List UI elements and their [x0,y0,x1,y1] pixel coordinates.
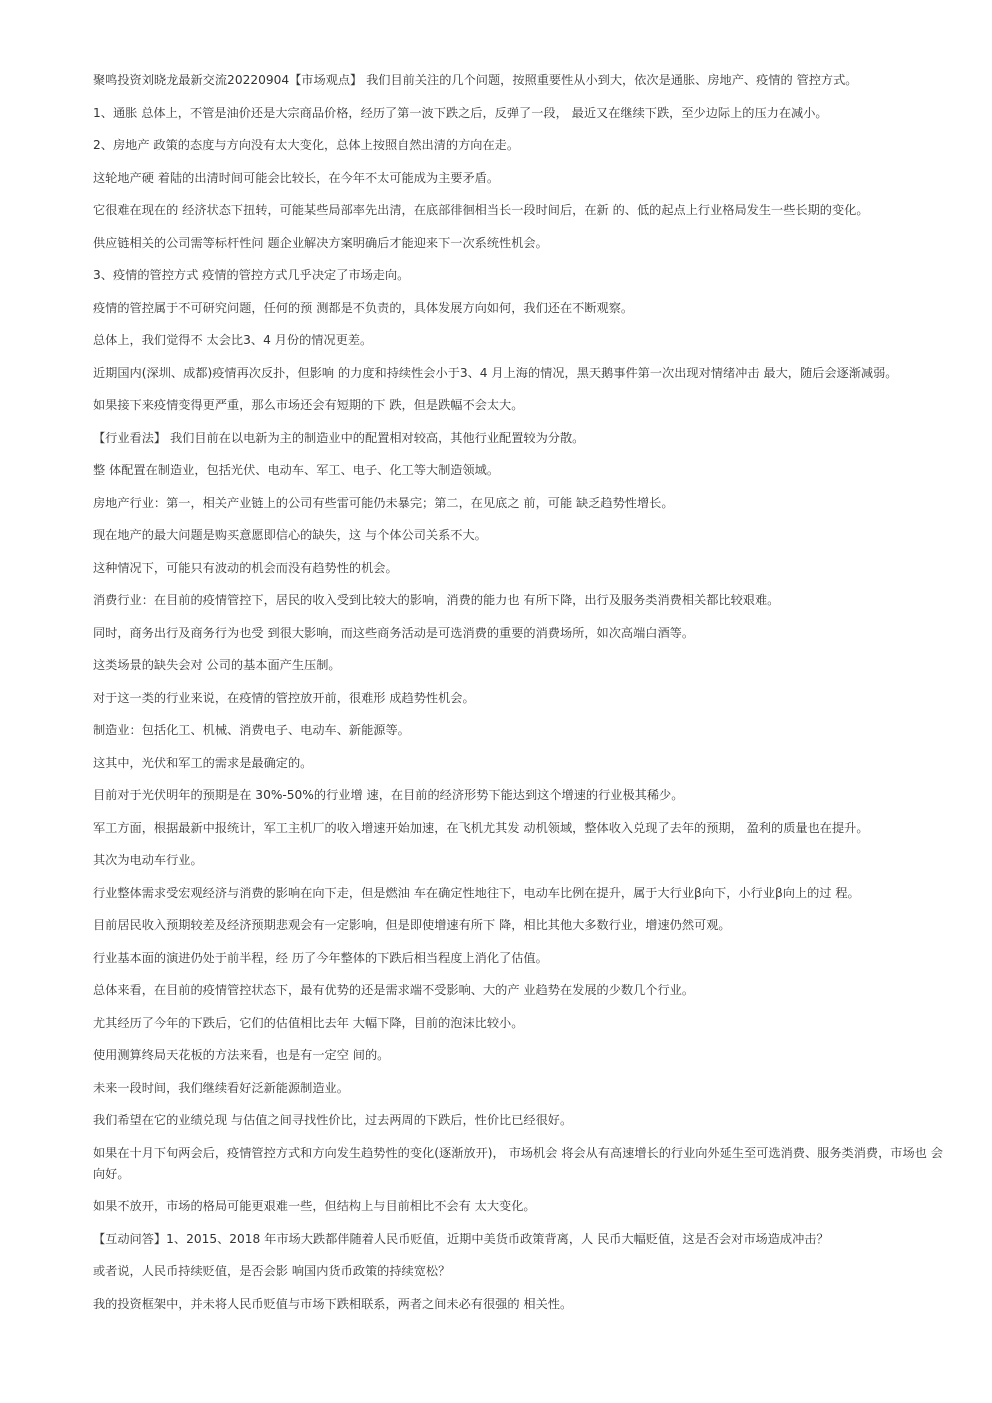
document-body [93,70,945,1326]
paragraph: 或者说，人民币持续贬值，是否会影 响国内货币政策的持续宽松？ [93,1264,451,1278]
paragraph: 【互动问答】1、2015、2018 年市场大跌都伴随着人民币贬值，近期中美货币政策背离，人 民币大幅贬值，这是否会对市场造成冲击？ [93,1231,829,1246]
paragraph: 聚鸣投资刘晓龙最新交流20220904【市场观点】 我们目前关注的几个问题，按照重要性从小到大，依次是通胀、房地产、疫情的 管控方式。 [93,73,858,87]
paragraph: 这轮地产硬 着陆的出清时间可能会比较长，在今年不太可能成为主要矛盾。 [93,170,500,185]
paragraph: 3、疫情的管控方式 疫情的管控方式几乎决定了市场走向。 [93,268,410,282]
paragraph: 军工方面，根据最新中报统计，军工主机厂的收入增速开始加速，在飞机尤其发 动机领域，整体收入兑现了去年的预期， 盈利的质量也在提升。 [93,820,869,835]
paragraph: 其次为电动车行业。 [93,853,203,867]
paragraph: 消费行业：在目前的疫情管控下，居民的收入受到比较大的影响，消费的能力也 有所下降，出行及服务类消费相关都比较艰难。 [93,593,780,607]
paragraph: 这类场景的缺失会对 公司的基本面产生压制。 [93,658,341,672]
paragraph: 总体上，我们觉得不 太会比3、4 月份的情况更差。 [93,333,373,347]
paragraph: 行业整体需求受宏观经济与消费的影响在向下走，但是燃油 车在确定性地往下，电动车比例在提升，属于大行业β向下，小行业β向上的过 程。 [93,885,860,900]
paragraph: 房地产行业：第一，相关产业链上的公司有些雷可能仍未暴完；第二，在见底之 前，可能 缺乏趋势性增长。 [93,495,674,510]
paragraph: 目前居民收入预期较差及经济预期悲观会有一定影响，但是即使增速有所下 降，相比其他大多数行业，增速仍然可观。 [93,918,731,932]
paragraph: 如果不放开，市场的格局可能更艰难一些，但结构上与目前相比不会有 太大变化。 [93,1199,536,1213]
paragraph: 如果接下来疫情变得更严重，那么市场还会有短期的下 跌，但是跌幅不会太大。 [93,398,524,412]
paragraph: 行业基本面的演进仍处于前半程，经 历了今年整体的下跌后相当程度上消化了估值。 [93,950,548,965]
paragraph: 供应链相关的公司需等标杆性问 题企业解决方案明确后才能迎来下一次系统性机会。 [93,235,548,250]
paragraph: 它很难在现在的 经济状态下扭转，可能某些局部率先出清，在底部徘徊相当长一段时间后，在新 的、低的起点上行业格局发生一些长期的变化。 [93,203,869,217]
paragraph: 未来一段时间，我们继续看好泛新能源制造业。 [93,1080,349,1095]
paragraph: 制造业：包括化工、机械、消费电子、电动车、新能源等。 [93,723,410,737]
paragraph: 使用测算终局天花板的方法来看，也是有一定空 间的。 [93,1048,390,1062]
paragraph: 整 体配置在制造业，包括光伏、电动车、军工、电子、化工等大制造领域。 [93,463,500,477]
paragraph: 2、房地产 政策的态度与方向没有太大变化，总体上按照自然出清的方向在走。 [93,138,520,152]
paragraph: 我的投资框架中，并未将人民币贬值与市场下跌相联系，两者之间未必有很强的 相关性。 [93,1296,573,1311]
paragraph: 近期国内(深圳、成都)疫情再次反扑，但影响 的力度和持续性会小于3、4 月上海的情况，黑天鹅事件第一次出现对情绪冲击 最大，随后会逐渐减弱。 [93,365,898,380]
paragraph: 疫情的管控属于不可研究问题，任何的预 测都是不负责的，具体发展方向如何，我们还在不断观察。 [93,300,634,315]
paragraph: 我们希望在它的业绩兑现 与估值之间寻找性价比，过去两周的下跌后，性价比已经很好。 [93,1113,573,1127]
paragraph: 如果在十月下旬两会后，疫情管控方式和方向发生趋势性的变化(逐渐放开)， 市场机会 将会从有高速增长的行业向外延生至可选消费、服务类消费，市场也 会向好。 [93,1145,943,1181]
paragraph: 这种情况下，可能只有波动的机会而没有趋势性的机会。 [93,560,398,575]
paragraph: 同时，商务出行及商务行为也受 到很大影响，而这些商务活动是可选消费的重要的消费场所，如次高端白酒等。 [93,625,695,640]
paragraph: 这其中，光伏和军工的需求是最确定的。 [93,755,313,770]
paragraph: 现在地产的最大问题是购买意愿即信心的缺失，这 与个体公司关系不大。 [93,528,487,542]
paragraph: 尤其经历了今年的下跌后，它们的估值相比去年 大幅下降，目前的泡沫比较小。 [93,1015,524,1030]
paragraph: 对于这一类的行业来说，在疫情的管控放开前，很难形 成趋势性机会。 [93,690,475,705]
paragraph: 总体来看，在目前的疫情管控状态下，最有优势的还是需求端不受影响、大的产 业趋势在发展的少数几个行业。 [93,983,695,997]
paragraph: 目前对于光伏明年的预期是在 30%-50%的行业增 速，在目前的经济形势下能达到这个增速的行业极其稀少。 [93,788,684,802]
paragraph: 【行业看法】 我们目前在以电新为主的制造业中的配置相对较高，其他行业配置较为分散。 [93,430,585,445]
paragraph: 1、通胀 总体上，不管是油价还是大宗商品价格，经历了第一波下跌之后，反弹了一段， 最近又在继续下跌，至少边际上的压力在减小。 [93,105,828,120]
